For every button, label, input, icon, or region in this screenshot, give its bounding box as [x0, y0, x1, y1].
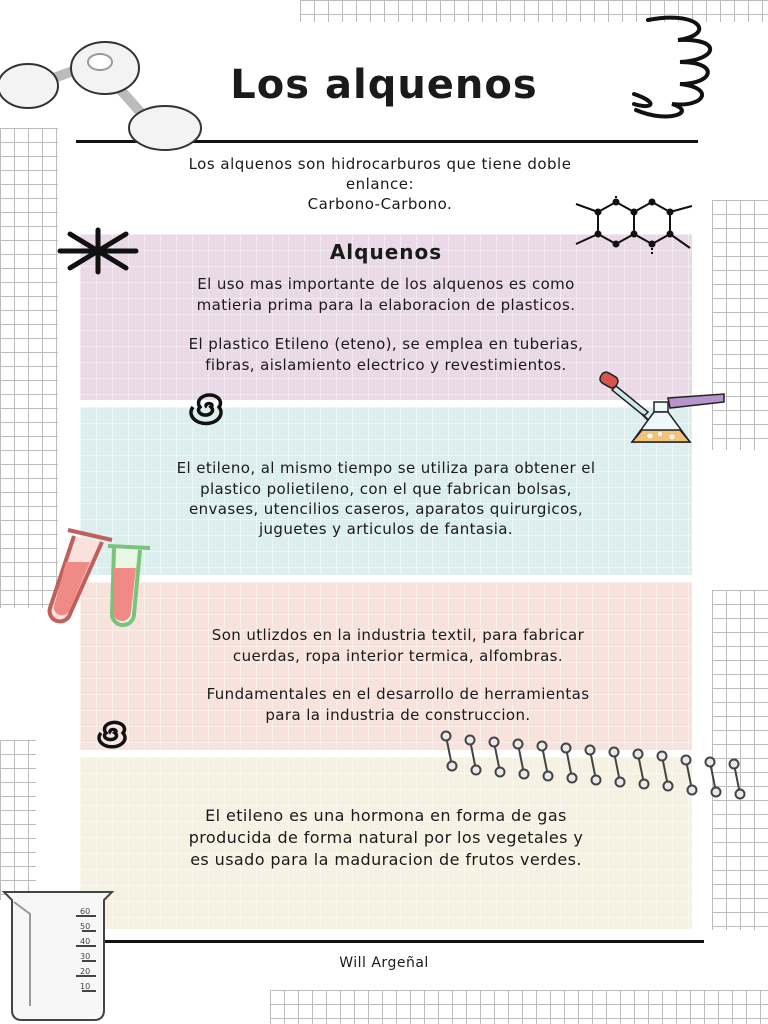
author-credit: Will Argeñal: [339, 955, 429, 971]
beaker-scale-label: 30: [80, 952, 91, 961]
grid-paper-bottom: [270, 990, 768, 1024]
beaker-scale-label: 10: [80, 982, 91, 991]
panel-text-line: El etileno es una hormona en forma de gas: [205, 806, 567, 825]
intro-line: Carbono-Carbono.: [307, 195, 453, 213]
molecule-model-icon: [0, 38, 210, 148]
panel-text-line: El uso mas importante de los alquenos es como: [197, 275, 575, 293]
dna-chain-icon: [436, 730, 748, 802]
intro-line: enlance:: [345, 175, 415, 193]
panel-industria-textil: [80, 582, 692, 750]
beaker-icon: [0, 886, 120, 1024]
intro-line: Los alquenos son hidrocarburos que tiene doble: [188, 155, 572, 173]
test-tubes-icon: [30, 522, 160, 626]
panel-text-line: cuerdas, ropa interior termica, alfombras.: [232, 647, 564, 665]
footer-rule: [68, 940, 704, 943]
swirl-icon: [90, 720, 132, 746]
panel-text-line: es usado para la maduracion de frutos verdes.: [190, 850, 582, 869]
panel-text-line: El plastico Etileno (eteno), se emplea en tuberias,: [188, 335, 584, 353]
panel-text-line: plastico polietileno, con el que fabrican bolsas,: [200, 480, 572, 498]
panel-text-line: para la industria de construccion.: [265, 706, 531, 724]
panel-text-line: juguetes y articulos de fantasia.: [258, 520, 514, 538]
panel-text-line: Fundamentales en el desarrollo de herramientas: [206, 685, 590, 703]
panel-text-line: envases, utencilios caseros, aparatos quirurgicos,: [188, 500, 584, 518]
hexagon-molecule-icon: [572, 194, 708, 264]
beaker-scale-label: 20: [80, 967, 91, 976]
spiral-icon: [628, 12, 728, 122]
beaker-scale-label: 50: [80, 922, 91, 931]
panel-text-line: matieria prima para la elaboracion de plasticos.: [196, 296, 576, 314]
swirl-icon: [182, 392, 232, 422]
asterisk-icon: [56, 228, 140, 274]
panel-text-line: fibras, aislamiento electrico y revestimientos.: [205, 356, 567, 374]
page-title: Los alquenos: [230, 62, 538, 108]
beaker-scale-label: 40: [80, 937, 91, 946]
intro-text: [110, 154, 650, 214]
panel-text-line: Son utlizdos en la industria textil, para fabricar: [211, 626, 585, 644]
panel-text-line: producida de forma natural por los vegetales y: [188, 828, 584, 847]
dropper-flask-icon: [598, 372, 728, 446]
panel-text-line: El etileno, al mismo tiempo se utiliza para obtener el: [176, 459, 596, 477]
beaker-scale-label: 60: [80, 907, 91, 916]
grid-paper-left-bottom: [0, 740, 36, 900]
section-heading: Alquenos: [329, 240, 443, 264]
